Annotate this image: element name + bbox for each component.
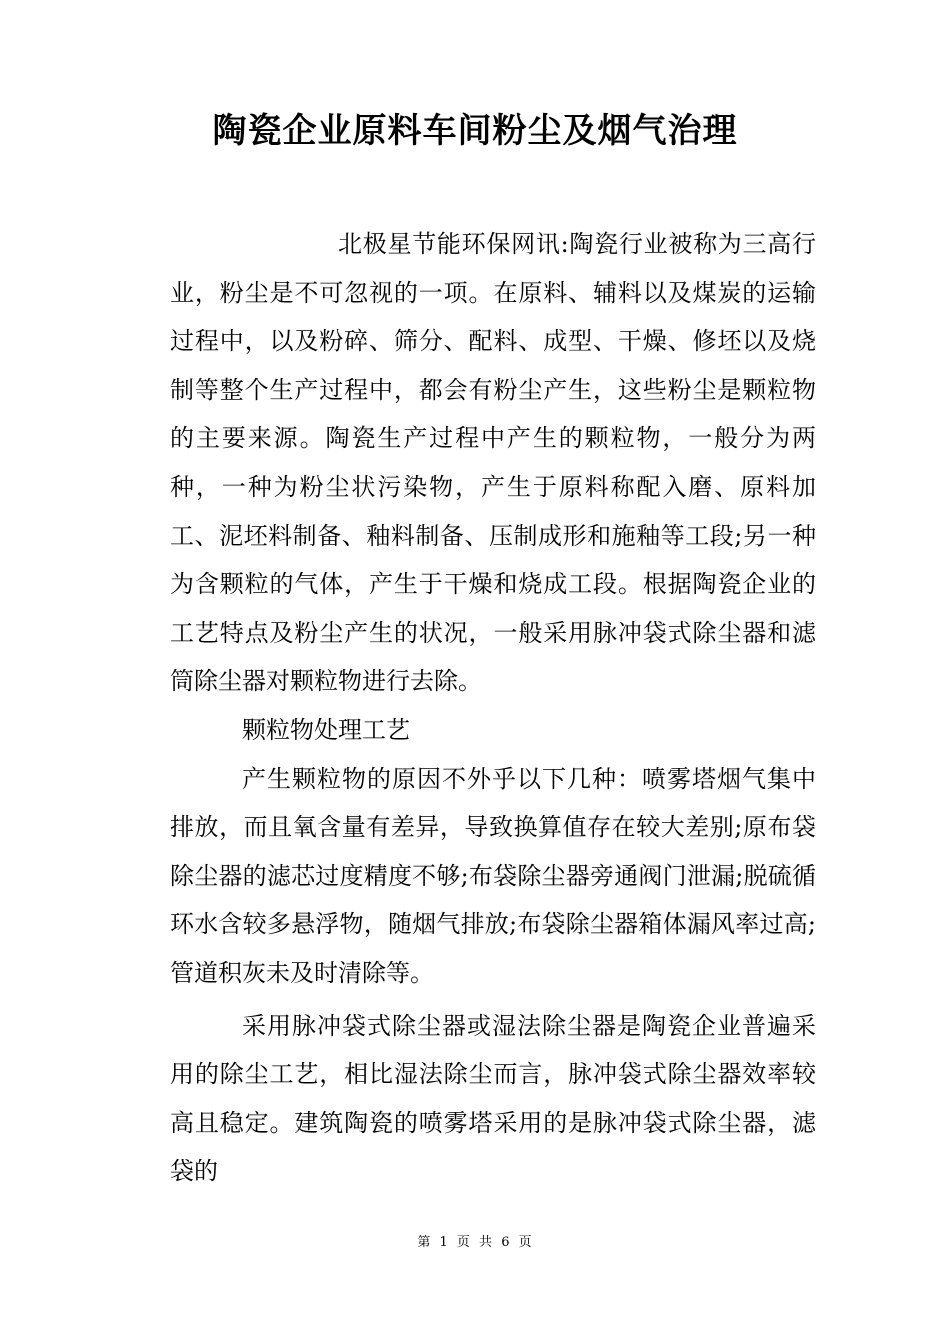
paragraph-causes: 产生颗粒物的原因不外乎以下几种：喷雾塔烟气集中排放，而且氧含量有差异，导致换算值存在较大差别;原布袋除尘器的滤芯过度精度不够;布袋除尘器旁通阀门泄漏;脱硫循环水含较多悬浮物，随烟气排放;布袋除尘器箱体漏风率过高;管道积灰未及时清除等。 — [170, 764, 816, 987]
paragraph-dust-removal: 采用脉冲袋式除尘器或湿法除尘器是陶瓷企业普遍采用的除尘工艺，相比湿法除尘而言，脉冲袋式除尘器效率较高且稳定。建筑陶瓷的喷雾塔采用的是脉冲袋式除尘器，滤袋的 — [170, 1011, 816, 1186]
paragraph-intro: 北极星节能环保网讯:陶瓷行业被称为三高行业，粉尘是不可忽视的一项。在原料、辅料以及煤炭的运输过程中，以及粉碎、筛分、配料、成型、干燥、修坯以及烧制等整个生产过程中，都会有粉尘产生，这些粉尘是颗粒物的主要来源。陶瓷生产过程中产生的颗粒物，一般分为两种，一种为粉尘状污染物，产生于原料称配入磨、原料加工、泥坯料制备、釉料制备、压制成形和施釉等工段;另一种为含颗粒的气体，产生于干燥和烧成工段。根据陶瓷企业的工艺特点及粉尘产生的状况，一般采用脉冲袋式除尘器和滤筒除尘器对颗粒物进行去除。 — [170, 230, 816, 696]
section-heading-particulate-process: 颗粒物处理工艺 — [242, 715, 410, 744]
page-number-footer: 第 1 页 共 6 页 — [417, 1235, 533, 1250]
document-title: 陶瓷企业原料车间粉尘及烟气治理 — [212, 111, 738, 151]
document-body — [170, 220, 816, 1196]
